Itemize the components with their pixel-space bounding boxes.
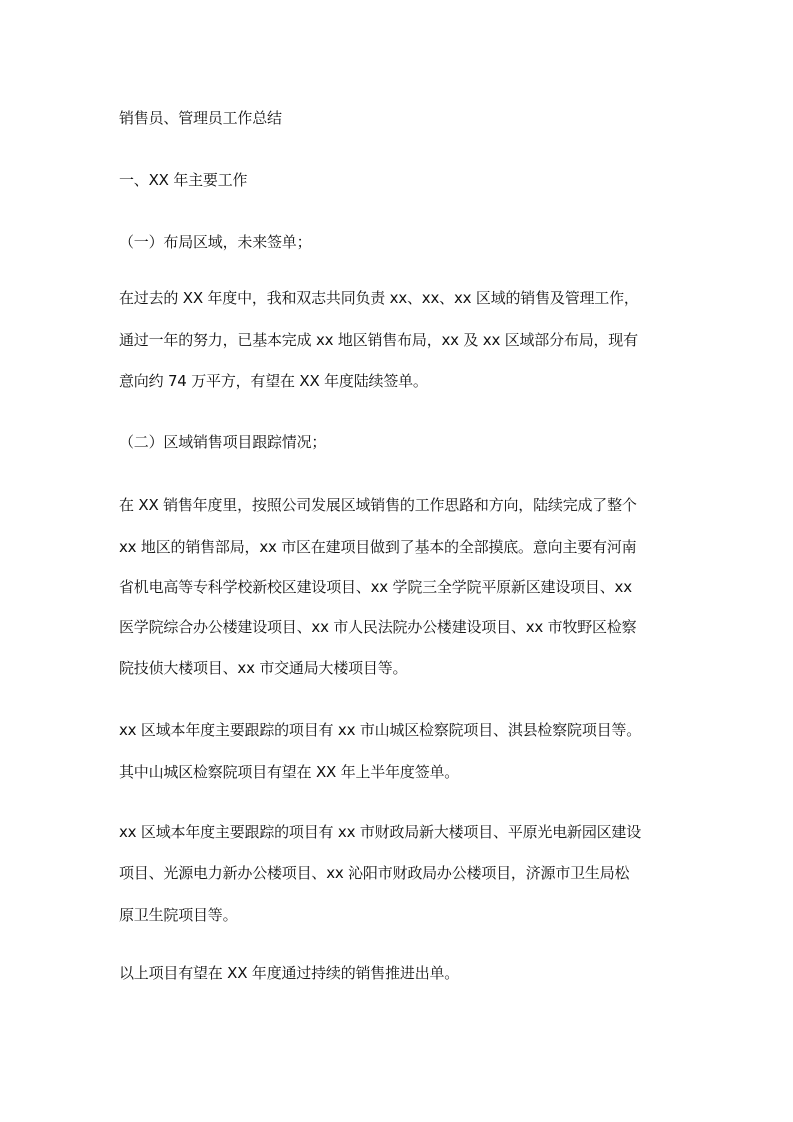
paragraph-line: 医学院综合办公楼建设项目、xx 市人民法院办公楼建设项目、xx 市牧野区检察 — [119, 618, 637, 636]
subsection-heading: （二）区域销售项目跟踪情况； — [119, 433, 327, 451]
paragraph-line: 以上项目有望在 XX 年度通过持续的销售推进出单。 — [119, 964, 460, 982]
paragraph-line: 通过一年的努力，已基本完成 xx 地区销售布局，xx 及 xx 区域部分布局，现有 — [119, 331, 638, 349]
subsection-heading: （一）布局区域，未来签单； — [119, 233, 312, 251]
paragraph-line: 意向约 74 万平方，有望在 XX 年度陆续签单。 — [119, 372, 428, 390]
paragraph-line: 在过去的 XX 年度中，我和双志共同负责 xx、xx、xx 区域的销售及管理工作， — [119, 289, 639, 307]
paragraph-line: 省机电高等专科学校新校区建设项目、xx 学院三全学院平原新区建设项目、xx — [119, 578, 632, 596]
paragraph-line: 原卫生院项目等。 — [119, 906, 238, 924]
document-title: 销售员、管理员工作总结 — [119, 109, 282, 127]
section-heading: 一、XX 年主要工作 — [119, 171, 248, 189]
paragraph-line: xx 地区的销售部局，xx 市区在建项目做到了基本的全部摸底。意向主要有河南 — [119, 538, 637, 556]
paragraph-line: 项目、光源电力新办公楼项目、xx 沁阳市财政局办公楼项目，济源市卫生局松 — [119, 864, 630, 882]
paragraph-line: xx 区域本年度主要跟踪的项目有 xx 市财政局新大楼项目、平原光电新园区建设 — [119, 823, 642, 841]
paragraph-line: 在 XX 销售年度里，按照公司发展区域销售的工作思路和方向，陆续完成了整个 — [119, 496, 637, 514]
paragraph-line: xx 区域本年度主要跟踪的项目有 xx 市山城区检察院项目、淇县检察院项目等。 — [119, 721, 642, 739]
paragraph-line: 其中山城区检察院项目有望在 XX 年上半年度签单。 — [119, 763, 460, 781]
paragraph-line: 院技侦大楼项目、xx 市交通局大楼项目等。 — [119, 659, 408, 677]
